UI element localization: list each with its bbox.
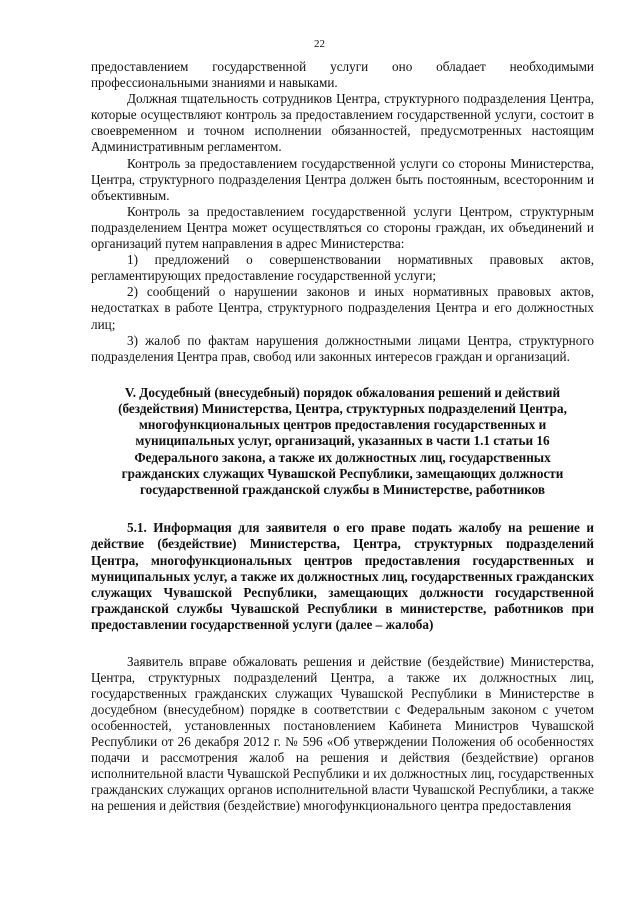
- list-item-proposals: 1) предложений о совершенствовании нормативных правовых актов, регламентирующих предоставление государственной услуги;: [91, 252, 594, 284]
- paragraph-control-ministry: Контроль за предоставлением государственной услуги со стороны Министерства, Центра, структурного подразделения Центра должен быть постоянным, всесторонним и объективным.: [91, 155, 594, 203]
- list-item-complaints: 3) жалоб по фактам нарушения должностными лицами Центра, структурного подразделения Центра прав, свобод или законных интересов граждан и организаций.: [91, 332, 594, 364]
- document-body: [91, 59, 594, 815]
- paragraph-diligence: Должная тщательность сотрудников Центра, структурного подразделения Центра, которые осуществляют контроль за предоставлением государственной услуги, состоит в своевременном и точном исполнении обязанностей, предусмотренных настоящим Административным регламентом.: [91, 91, 594, 155]
- paragraph-applicant-right: Заявитель вправе обжаловать решения и действие (бездействие) Министерства, Центра, структурных подразделений Центра, а также их должностных лиц, государственных гражданских служащих Чувашской Республики в Министерстве в досудебном (внесудебном) порядке в соответствии с Федеральным законом с учетом особенностей, установленных постановлением Кабинета Министров Чувашской Республики от 26 декабря 2012 г. № 596 «Об утверждении Положения об особенностях подачи и рассмотрения жалоб на решения и действия (бездействие) органов исполнительной власти Чувашской Республики и их должностных лиц, государственных гражданских служащих органов исполнительной власти Чувашской Республики, а также на решения и действия (бездействие) многофункционального центра предоставления: [91, 653, 594, 814]
- list-item-reports: 2) сообщений о нарушении законов и иных нормативных правовых актов, недостатках в работе Центра, структурного подразделения Центра и его должностных лиц;: [91, 284, 594, 332]
- subsection-title: 5.1. Информация для заявителя о его праве подать жалобу на решение и действие (бездействие) Министерства, Центра, структурных подразделений Центра, многофункциональных центров предоставления государственных и муниципальных услуг, а также их должностных лиц, государственных гражданских служащих Чувашской Республики, замещающих должности государственной гражданской службы Чувашской Республики в министерстве, работников при предоставлении государственной услуги (далее – жалоба): [91, 520, 594, 633]
- paragraph-continuation: предоставлением государственной услуги оно обладает необходимыми профессиональными знаниями и навыками.: [91, 59, 594, 91]
- page-number: 22: [314, 38, 325, 50]
- paragraph-control-citizens: Контроль за предоставлением государственной услуги Центром, структурным подразделением Центра может осуществляться со стороны граждан, их объединений и организаций путем направления в адрес Министерства:: [91, 203, 594, 252]
- section-title: V. Досудебный (внесудебный) порядок обжалования решений и действий (бездействия) Министерства, Центра, структурных подразделений Центра, многофункциональных центров предоставления государственных и муниципальных услуг, организаций, указанных в части 1.1 статьи 16 Федерального закона, а также их должностных лиц, государственных гражданских служащих Чувашской Республики, замещающих должности государственной гражданской службы в Министерстве, работников: [118, 384, 567, 497]
